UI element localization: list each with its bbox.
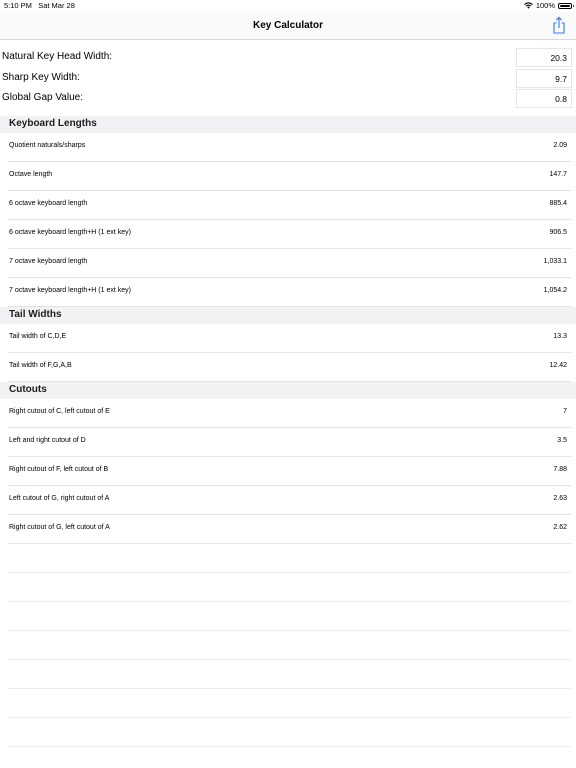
sharp-key-width-label: Sharp Key Width:: [2, 72, 80, 83]
row-value: 2.09: [553, 142, 567, 149]
empty-row: [8, 718, 571, 747]
row-label: Octave length: [9, 171, 53, 178]
row-value: 12.42: [549, 362, 567, 369]
table-row: [8, 486, 571, 515]
row-label: 7 octave keyboard length: [9, 258, 88, 265]
row-label: Right cutout of C, left cutout of E: [9, 408, 110, 415]
row-label: 7 octave keyboard length+H (1 ext key): [9, 287, 131, 294]
row-label: Quotient naturals/sharps: [9, 142, 86, 149]
table-row: [8, 399, 571, 428]
battery-icon: [558, 3, 572, 9]
row-value: 2.63: [553, 495, 567, 502]
section-header-keyboard-lengths: [0, 116, 576, 133]
section-header-tail-widths: [0, 307, 576, 324]
status-date: Sat Mar 28: [38, 1, 75, 10]
row-value: 885.4: [549, 200, 567, 207]
row-value: 7: [563, 408, 567, 415]
table-row: [8, 191, 571, 220]
status-time-text: 5:10 PM: [4, 1, 32, 10]
section-title: Tail Widths: [9, 309, 62, 320]
natural-key-head-width-row: [0, 48, 576, 68]
row-value: 2.62: [553, 524, 567, 531]
global-gap-value-field[interactable]: [516, 89, 572, 108]
row-label: Left cutout of G, right cutout of A: [9, 495, 110, 502]
row-label: 6 octave keyboard length+H (1 ext key): [9, 229, 131, 236]
row-label: Right cutout of F, left cutout of B: [9, 466, 109, 473]
row-value: 1,054.2: [543, 287, 567, 294]
empty-row: [8, 660, 571, 689]
row-label: 6 octave keyboard length: [9, 200, 88, 207]
row-label: Left and right cutout of D: [9, 437, 86, 444]
sharp-key-width-row: [0, 69, 576, 89]
table-row: [8, 133, 571, 162]
row-value: 13.3: [553, 333, 567, 340]
table-row: [8, 278, 571, 307]
empty-row: [8, 602, 571, 631]
natural-key-head-width-label: Natural Key Head Width:: [2, 51, 113, 62]
empty-row: [8, 544, 571, 573]
table-row: [8, 428, 571, 457]
table-row: [8, 220, 571, 249]
status-right: [524, 1, 572, 10]
section-title: Cutouts: [9, 384, 47, 395]
row-value: 1,033.1: [543, 258, 567, 265]
table-row: [8, 162, 571, 191]
global-gap-value-label: Global Gap Value:: [2, 92, 83, 103]
page-title: Key Calculator: [252, 20, 324, 31]
empty-row: [8, 631, 571, 660]
section-header-cutouts: [0, 382, 576, 399]
table-row: [8, 249, 571, 278]
row-label: Right cutout of G, left cutout of A: [9, 524, 110, 531]
status-bar: [0, 0, 576, 12]
table-row: [8, 515, 571, 544]
table-row: [8, 353, 571, 382]
share-icon[interactable]: [552, 16, 566, 34]
wifi-icon: [524, 2, 533, 9]
status-time: [4, 1, 75, 10]
global-gap-value-row: [0, 89, 576, 109]
empty-row: [8, 573, 571, 602]
table-row: [8, 457, 571, 486]
table-row: [8, 324, 571, 353]
row-label: Tail width of F,G,A,B: [9, 362, 72, 369]
navigation-bar: [0, 12, 576, 40]
row-value: 3.5: [557, 437, 567, 444]
row-label: Tail width of C,D,E: [9, 333, 67, 340]
natural-key-head-width-field[interactable]: [516, 48, 572, 67]
row-value: 7.88: [553, 466, 567, 473]
battery-percent: 100%: [535, 1, 555, 10]
section-title: Keyboard Lengths: [9, 118, 97, 129]
empty-row: [8, 689, 571, 718]
sharp-key-width-field[interactable]: [516, 69, 572, 88]
row-value: 906.5: [549, 229, 567, 236]
row-value: 147.7: [549, 171, 567, 178]
